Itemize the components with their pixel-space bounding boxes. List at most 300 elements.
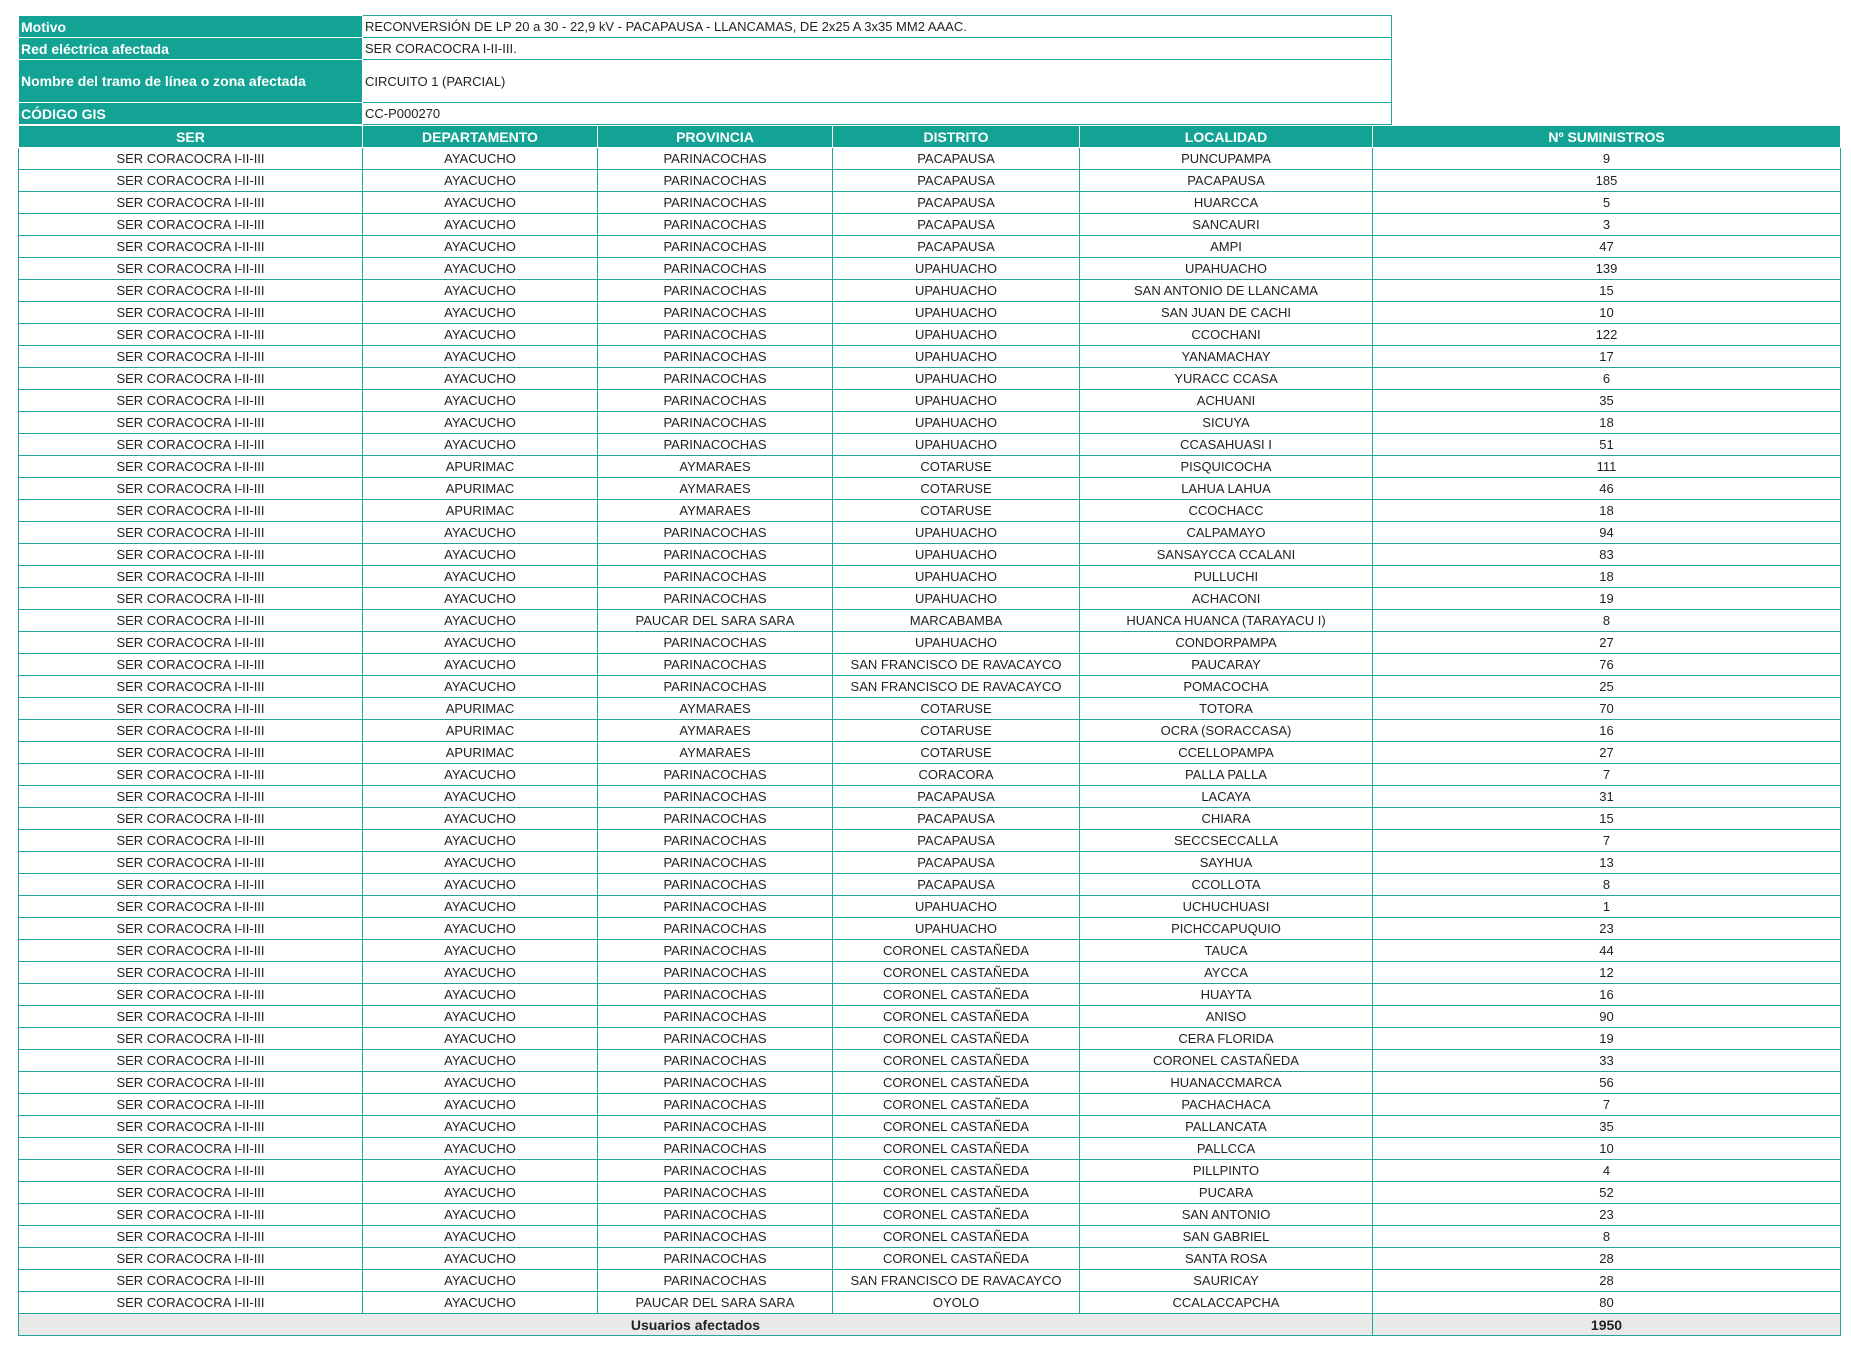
table-cell: AYACUCHO	[363, 566, 598, 588]
table-cell: 80	[1373, 1292, 1841, 1314]
table-cell: APURIMAC	[363, 742, 598, 764]
table-cell: UPAHUACHO	[833, 258, 1080, 280]
table-cell: AYACUCHO	[363, 368, 598, 390]
table-row	[19, 1226, 1841, 1248]
table-cell: AYMARAES	[598, 456, 833, 478]
table-cell: SER CORACOCRA I-II-III	[19, 808, 363, 830]
table-cell: PARINACOCHAS	[598, 170, 833, 192]
table-cell: SER CORACOCRA I-II-III	[19, 192, 363, 214]
table-cell: PARINACOCHAS	[598, 940, 833, 962]
table-cell: AYACUCHO	[363, 1160, 598, 1182]
table-cell: AYACUCHO	[363, 1072, 598, 1094]
table-cell: 83	[1373, 544, 1841, 566]
table-cell: HUAYTA	[1080, 984, 1373, 1006]
table-cell: UPAHUACHO	[833, 390, 1080, 412]
table-cell: APURIMAC	[363, 698, 598, 720]
motivo-value: RECONVERSIÓN DE LP 20 a 30 - 22,9 kV - PACAPAUSA - LLANCAMAS, DE 2x25 A 3x35 MM2 AAAC.	[363, 16, 1392, 38]
table-cell: 31	[1373, 786, 1841, 808]
table-cell: UPAHUACHO	[833, 412, 1080, 434]
table-cell: PARINACOCHAS	[598, 808, 833, 830]
table-cell: 23	[1373, 918, 1841, 940]
info-row-tramo	[19, 60, 1392, 103]
table-cell: AYACUCHO	[363, 786, 598, 808]
table-cell: 18	[1373, 500, 1841, 522]
table-cell: YURACC CCASA	[1080, 368, 1373, 390]
table-cell: AYACUCHO	[363, 1226, 598, 1248]
table-cell: PAUCARAY	[1080, 654, 1373, 676]
table-cell: CORONEL CASTAÑEDA	[833, 1182, 1080, 1204]
table-cell: OCRA (SORACCASA)	[1080, 720, 1373, 742]
table-row	[19, 1116, 1841, 1138]
table-cell: PARINACOCHAS	[598, 434, 833, 456]
table-cell: COTARUSE	[833, 698, 1080, 720]
table-cell: SER CORACOCRA I-II-III	[19, 148, 363, 170]
table-cell: UPAHUACHO	[833, 918, 1080, 940]
table-cell: UPAHUACHO	[833, 324, 1080, 346]
table-cell: PARINACOCHAS	[598, 1270, 833, 1292]
table-cell: 15	[1373, 280, 1841, 302]
table-cell: SER CORACOCRA I-II-III	[19, 720, 363, 742]
table-cell: CORONEL CASTAÑEDA	[833, 1050, 1080, 1072]
table-cell: 8	[1373, 610, 1841, 632]
table-cell: 9	[1373, 148, 1841, 170]
table-cell: SER CORACOCRA I-II-III	[19, 698, 363, 720]
table-cell: PARINACOCHAS	[598, 1050, 833, 1072]
table-cell: PALLCCA	[1080, 1138, 1373, 1160]
red-value: SER CORACOCRA I-II-III.	[363, 38, 1392, 60]
table-cell: SANTA ROSA	[1080, 1248, 1373, 1270]
table-cell: AYACUCHO	[363, 1050, 598, 1072]
table-cell: SER CORACOCRA I-II-III	[19, 676, 363, 698]
column-header: DISTRITO	[833, 126, 1080, 148]
table-cell: PARINACOCHAS	[598, 258, 833, 280]
table-cell: PARINACOCHAS	[598, 962, 833, 984]
table-cell: PARINACOCHAS	[598, 302, 833, 324]
table-row	[19, 280, 1841, 302]
table-cell: PARINACOCHAS	[598, 852, 833, 874]
table-cell: SER CORACOCRA I-II-III	[19, 1182, 363, 1204]
table-cell: 122	[1373, 324, 1841, 346]
table-cell: SER CORACOCRA I-II-III	[19, 1028, 363, 1050]
table-row	[19, 1248, 1841, 1270]
table-row	[19, 1270, 1841, 1292]
motivo-label: Motivo	[19, 16, 363, 38]
table-header-row	[19, 126, 1841, 148]
table-row	[19, 610, 1841, 632]
column-header: PROVINCIA	[598, 126, 833, 148]
table-cell: YANAMACHAY	[1080, 346, 1373, 368]
table-cell: AYACUCHO	[363, 1270, 598, 1292]
table-cell: 44	[1373, 940, 1841, 962]
table-cell: PARINACOCHAS	[598, 654, 833, 676]
table-cell: PARINACOCHAS	[598, 544, 833, 566]
table-cell: SER CORACOCRA I-II-III	[19, 1094, 363, 1116]
table-cell: SER CORACOCRA I-II-III	[19, 522, 363, 544]
table-cell: AYACUCHO	[363, 852, 598, 874]
table-cell: CCELLOPAMPA	[1080, 742, 1373, 764]
column-header: LOCALIDAD	[1080, 126, 1373, 148]
table-cell: PAUCAR DEL SARA SARA	[598, 610, 833, 632]
table-row	[19, 1094, 1841, 1116]
table-cell: AYACUCHO	[363, 764, 598, 786]
table-cell: PILLPINTO	[1080, 1160, 1373, 1182]
table-cell: AYACUCHO	[363, 808, 598, 830]
table-cell: SER CORACOCRA I-II-III	[19, 786, 363, 808]
table-cell: 185	[1373, 170, 1841, 192]
table-cell: AYACUCHO	[363, 280, 598, 302]
table-cell: AYACUCHO	[363, 1248, 598, 1270]
table-row	[19, 192, 1841, 214]
table-cell: 13	[1373, 852, 1841, 874]
table-cell: SER CORACOCRA I-II-III	[19, 390, 363, 412]
table-cell: 111	[1373, 456, 1841, 478]
table-cell: AYACUCHO	[363, 940, 598, 962]
table-row	[19, 148, 1841, 170]
table-cell: AYACUCHO	[363, 324, 598, 346]
table-cell: 23	[1373, 1204, 1841, 1226]
table-cell: 35	[1373, 390, 1841, 412]
table-cell: SER CORACOCRA I-II-III	[19, 434, 363, 456]
table-cell: PARINACOCHAS	[598, 324, 833, 346]
table-cell: CORONEL CASTAÑEDA	[833, 1006, 1080, 1028]
table-row	[19, 412, 1841, 434]
table-row	[19, 1138, 1841, 1160]
table-cell: SER CORACOCRA I-II-III	[19, 654, 363, 676]
table-cell: 139	[1373, 258, 1841, 280]
table-cell: AMPI	[1080, 236, 1373, 258]
gis-value: CC-P000270	[363, 103, 1392, 125]
table-cell: AYACUCHO	[363, 654, 598, 676]
table-cell: PARINACOCHAS	[598, 588, 833, 610]
table-cell: POMACOCHA	[1080, 676, 1373, 698]
table-cell: 6	[1373, 368, 1841, 390]
table-cell: UCHUCHUASI	[1080, 896, 1373, 918]
info-block	[18, 15, 1392, 125]
table-cell: 7	[1373, 1094, 1841, 1116]
table-cell: PARINACOCHAS	[598, 632, 833, 654]
table-cell: PARINACOCHAS	[598, 918, 833, 940]
table-cell: PULLUCHI	[1080, 566, 1373, 588]
table-cell: PARINACOCHAS	[598, 896, 833, 918]
red-label: Red eléctrica afectada	[19, 38, 363, 60]
table-cell: SER CORACOCRA I-II-III	[19, 1050, 363, 1072]
table-cell: 76	[1373, 654, 1841, 676]
table-cell: AYACUCHO	[363, 632, 598, 654]
table-cell: COTARUSE	[833, 720, 1080, 742]
total-value: 1950	[1373, 1314, 1841, 1336]
table-cell: SER CORACOCRA I-II-III	[19, 588, 363, 610]
table-cell: PACAPAUSA	[833, 192, 1080, 214]
table-cell: AYACUCHO	[363, 874, 598, 896]
table-cell: PARINACOCHAS	[598, 1248, 833, 1270]
table-cell: AYCCA	[1080, 962, 1373, 984]
table-cell: 10	[1373, 302, 1841, 324]
table-cell: AYACUCHO	[363, 214, 598, 236]
table-cell: PARINACOCHAS	[598, 1094, 833, 1116]
table-cell: 1	[1373, 896, 1841, 918]
table-cell: SAN FRANCISCO DE RAVACAYCO	[833, 654, 1080, 676]
table-cell: 90	[1373, 1006, 1841, 1028]
table-cell: UPAHUACHO	[833, 896, 1080, 918]
table-cell: AYACUCHO	[363, 984, 598, 1006]
table-cell: UPAHUACHO	[833, 346, 1080, 368]
table-cell: CORONEL CASTAÑEDA	[1080, 1050, 1373, 1072]
table-cell: AYACUCHO	[363, 1292, 598, 1314]
table-cell: SER CORACOCRA I-II-III	[19, 764, 363, 786]
table-cell: 27	[1373, 742, 1841, 764]
table-cell: UPAHUACHO	[833, 522, 1080, 544]
table-cell: 28	[1373, 1270, 1841, 1292]
table-cell: COTARUSE	[833, 478, 1080, 500]
table-cell: 35	[1373, 1116, 1841, 1138]
table-cell: CCALACCAPCHA	[1080, 1292, 1373, 1314]
table-cell: AYACUCHO	[363, 390, 598, 412]
table-cell: LACAYA	[1080, 786, 1373, 808]
table-cell: PACAPAUSA	[1080, 170, 1373, 192]
table-cell: AYACUCHO	[363, 830, 598, 852]
table-cell: SER CORACOCRA I-II-III	[19, 500, 363, 522]
table-cell: SER CORACOCRA I-II-III	[19, 236, 363, 258]
table-cell: AYMARAES	[598, 478, 833, 500]
table-cell: 4	[1373, 1160, 1841, 1182]
table-cell: HUANCA HUANCA (TARAYACU I)	[1080, 610, 1373, 632]
table-cell: 56	[1373, 1072, 1841, 1094]
table-row	[19, 1072, 1841, 1094]
table-cell: AYMARAES	[598, 698, 833, 720]
table-cell: CCOCHACC	[1080, 500, 1373, 522]
table-cell: UPAHUACHO	[833, 280, 1080, 302]
table-row	[19, 808, 1841, 830]
table-row	[19, 852, 1841, 874]
table-cell: SER CORACOCRA I-II-III	[19, 258, 363, 280]
table-cell: SER CORACOCRA I-II-III	[19, 1072, 363, 1094]
table-cell: TOTORA	[1080, 698, 1373, 720]
table-cell: SER CORACOCRA I-II-III	[19, 280, 363, 302]
table-cell: UPAHUACHO	[833, 368, 1080, 390]
table-cell: PACAPAUSA	[833, 830, 1080, 852]
table-cell: SECCSECCALLA	[1080, 830, 1373, 852]
table-cell: PARINACOCHAS	[598, 676, 833, 698]
table-cell: 19	[1373, 588, 1841, 610]
table-cell: ACHACONI	[1080, 588, 1373, 610]
table-cell: AYACUCHO	[363, 236, 598, 258]
table-row	[19, 984, 1841, 1006]
table-cell: AYACUCHO	[363, 170, 598, 192]
table-cell: PACAPAUSA	[833, 214, 1080, 236]
table-cell: SER CORACOCRA I-II-III	[19, 478, 363, 500]
report-sheet	[18, 15, 1841, 1336]
table-row	[19, 1006, 1841, 1028]
table-cell: PARINACOCHAS	[598, 1072, 833, 1094]
supply-table	[18, 125, 1841, 1336]
table-cell: PARINACOCHAS	[598, 368, 833, 390]
table-cell: PARINACOCHAS	[598, 1226, 833, 1248]
table-cell: 8	[1373, 874, 1841, 896]
table-cell: SER CORACOCRA I-II-III	[19, 1006, 363, 1028]
table-cell: PACHACHACA	[1080, 1094, 1373, 1116]
info-row-gis	[19, 103, 1392, 125]
table-cell: 47	[1373, 236, 1841, 258]
table-cell: AYACUCHO	[363, 346, 598, 368]
table-cell: SER CORACOCRA I-II-III	[19, 412, 363, 434]
table-cell: CORONEL CASTAÑEDA	[833, 984, 1080, 1006]
table-cell: SER CORACOCRA I-II-III	[19, 170, 363, 192]
table-cell: AYMARAES	[598, 742, 833, 764]
table-cell: PARINACOCHAS	[598, 214, 833, 236]
table-cell: 25	[1373, 676, 1841, 698]
table-row	[19, 940, 1841, 962]
table-cell: PARINACOCHAS	[598, 192, 833, 214]
table-cell: PARINACOCHAS	[598, 1160, 833, 1182]
table-cell: 27	[1373, 632, 1841, 654]
table-cell: PARINACOCHAS	[598, 390, 833, 412]
table-cell: HUARCCA	[1080, 192, 1373, 214]
table-cell: SAN ANTONIO	[1080, 1204, 1373, 1226]
table-row	[19, 962, 1841, 984]
table-cell: PARINACOCHAS	[598, 1182, 833, 1204]
table-cell: 15	[1373, 808, 1841, 830]
table-cell: PARINACOCHAS	[598, 236, 833, 258]
table-cell: SER CORACOCRA I-II-III	[19, 1204, 363, 1226]
table-cell: 18	[1373, 412, 1841, 434]
table-cell: AYACUCHO	[363, 1116, 598, 1138]
total-row	[19, 1314, 1841, 1336]
table-cell: PALLA PALLA	[1080, 764, 1373, 786]
table-cell: PARINACOCHAS	[598, 874, 833, 896]
tramo-value: CIRCUITO 1 (PARCIAL)	[363, 60, 1392, 103]
table-cell: AYACUCHO	[363, 588, 598, 610]
table-cell: CORONEL CASTAÑEDA	[833, 1160, 1080, 1182]
table-cell: PARINACOCHAS	[598, 280, 833, 302]
table-cell: PARINACOCHAS	[598, 566, 833, 588]
table-cell: PACAPAUSA	[833, 786, 1080, 808]
table-cell: AYMARAES	[598, 500, 833, 522]
table-cell: PARINACOCHAS	[598, 1028, 833, 1050]
table-cell: 3	[1373, 214, 1841, 236]
table-row	[19, 874, 1841, 896]
table-row	[19, 632, 1841, 654]
table-cell: AYACUCHO	[363, 434, 598, 456]
table-cell: SAN FRANCISCO DE RAVACAYCO	[833, 676, 1080, 698]
table-cell: COTARUSE	[833, 500, 1080, 522]
table-cell: SER CORACOCRA I-II-III	[19, 1270, 363, 1292]
table-cell: CHIARA	[1080, 808, 1373, 830]
table-row	[19, 434, 1841, 456]
table-row	[19, 786, 1841, 808]
table-row	[19, 742, 1841, 764]
table-cell: SANSAYCCA CCALANI	[1080, 544, 1373, 566]
table-row	[19, 1292, 1841, 1314]
table-cell: SER CORACOCRA I-II-III	[19, 984, 363, 1006]
table-row	[19, 1160, 1841, 1182]
table-row	[19, 170, 1841, 192]
table-cell: SAN ANTONIO DE LLANCAMA	[1080, 280, 1373, 302]
table-cell: PARINACOCHAS	[598, 1204, 833, 1226]
table-cell: 17	[1373, 346, 1841, 368]
table-cell: PARINACOCHAS	[598, 830, 833, 852]
table-cell: PAUCAR DEL SARA SARA	[598, 1292, 833, 1314]
table-row	[19, 368, 1841, 390]
table-cell: SER CORACOCRA I-II-III	[19, 544, 363, 566]
table-cell: UPAHUACHO	[833, 632, 1080, 654]
gis-label: CÓDIGO GIS	[19, 103, 363, 125]
table-cell: SER CORACOCRA I-II-III	[19, 830, 363, 852]
table-row	[19, 588, 1841, 610]
table-cell: SAURICAY	[1080, 1270, 1373, 1292]
table-cell: PARINACOCHAS	[598, 764, 833, 786]
table-row	[19, 1204, 1841, 1226]
table-row	[19, 390, 1841, 412]
table-cell: CERA FLORIDA	[1080, 1028, 1373, 1050]
table-cell: APURIMAC	[363, 500, 598, 522]
table-cell: UPAHUACHO	[833, 566, 1080, 588]
table-cell: PACAPAUSA	[833, 148, 1080, 170]
table-cell: 7	[1373, 830, 1841, 852]
table-row	[19, 500, 1841, 522]
table-cell: 8	[1373, 1226, 1841, 1248]
tramo-label: Nombre del tramo de línea o zona afectada	[19, 60, 363, 103]
table-cell: AYACUCHO	[363, 610, 598, 632]
table-cell: SAYHUA	[1080, 852, 1373, 874]
table-cell: COTARUSE	[833, 742, 1080, 764]
table-cell: SER CORACOCRA I-II-III	[19, 918, 363, 940]
table-row	[19, 544, 1841, 566]
table-cell: PALLANCATA	[1080, 1116, 1373, 1138]
table-cell: SER CORACOCRA I-II-III	[19, 324, 363, 346]
table-row	[19, 698, 1841, 720]
table-cell: AYACUCHO	[363, 412, 598, 434]
column-header: DEPARTAMENTO	[363, 126, 598, 148]
table-row	[19, 522, 1841, 544]
table-cell: SER CORACOCRA I-II-III	[19, 742, 363, 764]
table-row	[19, 830, 1841, 852]
table-cell: TAUCA	[1080, 940, 1373, 962]
table-cell: PUCARA	[1080, 1182, 1373, 1204]
table-cell: AYACUCHO	[363, 1028, 598, 1050]
table-row	[19, 676, 1841, 698]
table-cell: AYACUCHO	[363, 148, 598, 170]
table-cell: PARINACOCHAS	[598, 786, 833, 808]
table-row	[19, 654, 1841, 676]
table-cell: CALPAMAYO	[1080, 522, 1373, 544]
table-row	[19, 302, 1841, 324]
table-cell: SAN FRANCISCO DE RAVACAYCO	[833, 1270, 1080, 1292]
table-cell: SER CORACOCRA I-II-III	[19, 302, 363, 324]
table-cell: AYACUCHO	[363, 918, 598, 940]
table-cell: CORONEL CASTAÑEDA	[833, 1226, 1080, 1248]
table-cell: SAN JUAN DE CACHI	[1080, 302, 1373, 324]
table-cell: SER CORACOCRA I-II-III	[19, 896, 363, 918]
table-cell: PUNCUPAMPA	[1080, 148, 1373, 170]
info-row-motivo	[19, 16, 1392, 38]
table-cell: 12	[1373, 962, 1841, 984]
table-cell: MARCABAMBA	[833, 610, 1080, 632]
table-cell: CCASAHUASI I	[1080, 434, 1373, 456]
table-cell: SER CORACOCRA I-II-III	[19, 1292, 363, 1314]
table-cell: LAHUA LAHUA	[1080, 478, 1373, 500]
table-cell: HUANACCMARCA	[1080, 1072, 1373, 1094]
table-cell: CORONEL CASTAÑEDA	[833, 1072, 1080, 1094]
table-cell: SER CORACOCRA I-II-III	[19, 610, 363, 632]
table-cell: CORONEL CASTAÑEDA	[833, 962, 1080, 984]
table-cell: PARINACOCHAS	[598, 522, 833, 544]
table-cell: PARINACOCHAS	[598, 148, 833, 170]
table-cell: UPAHUACHO	[833, 544, 1080, 566]
table-cell: PACAPAUSA	[833, 170, 1080, 192]
table-cell: SER CORACOCRA I-II-III	[19, 1116, 363, 1138]
table-cell: SER CORACOCRA I-II-III	[19, 852, 363, 874]
table-cell: 10	[1373, 1138, 1841, 1160]
